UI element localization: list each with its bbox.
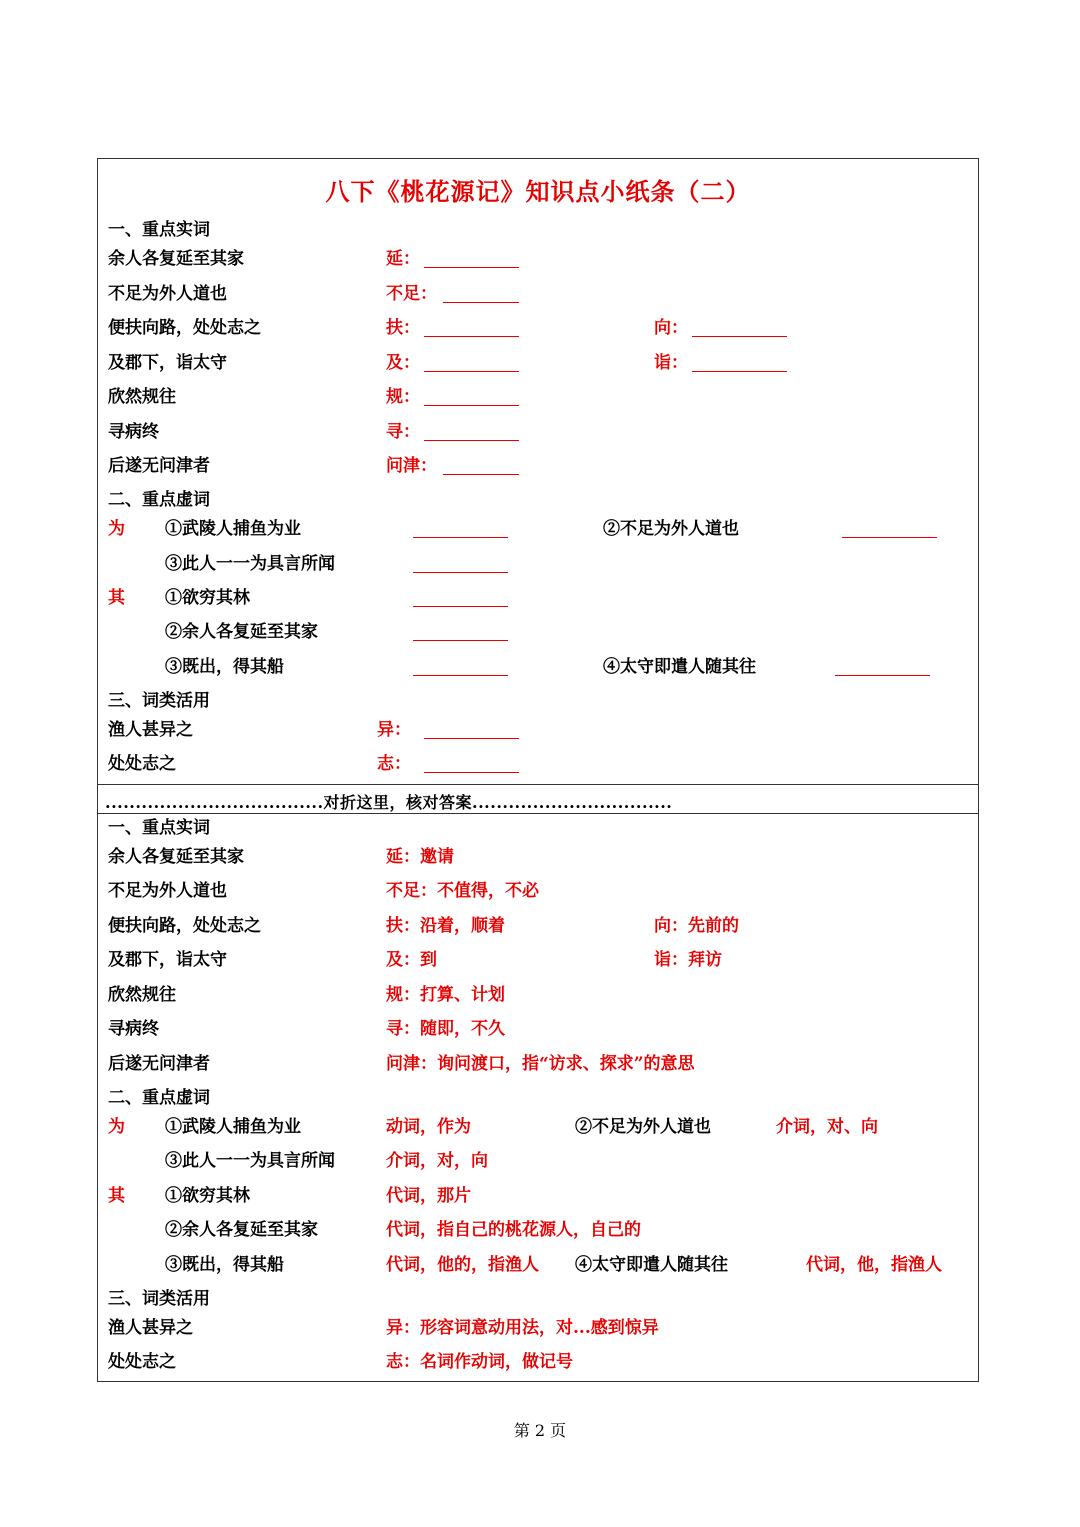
answer-sentence-3: 便扶向路，处处志之 (108, 916, 261, 936)
answer-sentence-7: 后遂无问津者 (108, 1054, 210, 1074)
fold-instruction: ....................................对折这里，核对答案................................. (105, 793, 673, 812)
answer-blank-5[interactable] (424, 405, 519, 406)
answer-blank-4b[interactable] (692, 371, 787, 372)
sentence-1: 余人各复延至其家 (108, 249, 244, 269)
answer-blank-wei-2[interactable] (842, 537, 937, 538)
answer-qi-example-1: ①欲穷其林 (165, 1186, 250, 1206)
answer-key-3b: 向：先前的 (654, 916, 739, 936)
answer-qi-3: 代词，他的，指渔人 (386, 1255, 539, 1275)
qi-example-2: ②余人各复延至其家 (165, 622, 318, 642)
answer-qi-1: 代词，那片 (386, 1186, 471, 1206)
answer-qi-example-2: ②余人各复延至其家 (165, 1220, 318, 1240)
answer-key-8: 异：形容词意动用法，对...感到惊异 (386, 1318, 659, 1338)
answer-function-word-wei: 为 (108, 1117, 125, 1137)
answer-sentence-5: 欣然规往 (108, 985, 176, 1005)
answer-qi-2: 代词，指自己的桃花源人，自己的 (386, 1220, 641, 1240)
answer-wei-3: 介词，对，向 (386, 1151, 488, 1171)
answer-blank-6[interactable] (424, 440, 519, 441)
sentence-9: 处处志之 (108, 754, 176, 774)
sentence-5: 欣然规往 (108, 387, 176, 407)
sentence-3: 便扶向路，处处志之 (108, 318, 261, 338)
key-9-label: 志： (377, 754, 411, 774)
wei-example-3: ③此人一一为具言所闻 (165, 554, 335, 574)
key-3a-label: 扶： (386, 318, 420, 338)
sentence-4: 及郡下，诣太守 (108, 353, 227, 373)
answer-sentence-8: 渔人甚异之 (108, 1318, 193, 1338)
answer-function-word-qi: 其 (108, 1186, 125, 1206)
function-word-qi: 其 (108, 588, 125, 608)
answer-key-1: 延：邀请 (386, 847, 454, 867)
answer-blank-qi-1[interactable] (413, 606, 508, 607)
sentence-2: 不足为外人道也 (108, 284, 227, 304)
wei-example-2: ②不足为外人道也 (603, 519, 739, 539)
answer-key-3a: 扶：沿着，顺着 (386, 916, 505, 936)
page-title: 八下《桃花源记》知识点小纸条（二） (325, 177, 751, 206)
answer-key-7: 问津：询问渡口，指“访求、探求”的意思 (386, 1054, 695, 1074)
answer-blank-qi-2[interactable] (413, 640, 508, 641)
fold-top-divider (97, 784, 979, 785)
answer-wei-2: 介词，对、向 (776, 1117, 878, 1137)
key-2-label: 不足： (386, 284, 437, 304)
answer-section-heading-function-words: 二、重点虚词 (108, 1088, 210, 1108)
key-3b-label: 向： (654, 318, 688, 338)
answer-section-heading-word-class: 三、词类活用 (108, 1289, 210, 1309)
answer-wei-example-1: ①武陵人捕鱼为业 (165, 1117, 301, 1137)
section-heading-word-class: 三、词类活用 (108, 691, 210, 711)
answer-wei-1: 动词，作为 (386, 1117, 471, 1137)
answer-key-6: 寻：随即，不久 (386, 1019, 505, 1039)
wei-example-1: ①武陵人捕鱼为业 (165, 519, 301, 539)
fold-bottom-divider (97, 813, 979, 814)
answer-sentence-9: 处处志之 (108, 1352, 176, 1372)
answer-key-4b: 诣：拜访 (654, 950, 722, 970)
answer-sentence-4: 及郡下，诣太守 (108, 950, 227, 970)
answer-blank-2[interactable] (443, 302, 519, 303)
key-1-label: 延： (386, 249, 420, 269)
answer-blank-3b[interactable] (692, 336, 787, 337)
answer-blank-3a[interactable] (424, 336, 519, 337)
answer-blank-8[interactable] (424, 738, 519, 739)
answer-blank-9[interactable] (424, 772, 519, 773)
key-5-label: 规： (386, 387, 420, 407)
sentence-8: 渔人甚异之 (108, 720, 193, 740)
answer-key-4a: 及：到 (386, 950, 437, 970)
key-6-label: 寻： (386, 422, 420, 442)
answer-wei-example-2: ②不足为外人道也 (575, 1117, 711, 1137)
answer-qi-4: 代词，他，指渔人 (806, 1255, 942, 1275)
sentence-7: 后遂无问津者 (108, 456, 210, 476)
qi-example-4: ④太守即遣人随其往 (603, 657, 756, 677)
answer-sentence-1: 余人各复延至其家 (108, 847, 244, 867)
answer-key-2: 不足：不值得，不必 (386, 881, 539, 901)
answer-blank-1[interactable] (424, 267, 519, 268)
section-heading-function-words: 二、重点虚词 (108, 490, 210, 510)
answer-blank-7[interactable] (443, 474, 519, 475)
answer-key-5: 规：打算、计划 (386, 985, 505, 1005)
answer-sentence-2: 不足为外人道也 (108, 881, 227, 901)
answer-section-heading-content-words: 一、重点实词 (108, 818, 210, 838)
answer-key-9: 志：名词作动词，做记号 (386, 1352, 573, 1372)
answer-blank-4a[interactable] (424, 371, 519, 372)
key-8-label: 异： (377, 720, 411, 740)
function-word-wei: 为 (108, 519, 125, 539)
answer-sentence-6: 寻病终 (108, 1019, 159, 1039)
answer-qi-example-4: ④太守即遣人随其往 (575, 1255, 728, 1275)
answer-blank-qi-4[interactable] (835, 675, 930, 676)
answer-wei-example-3: ③此人一一为具言所闻 (165, 1151, 335, 1171)
key-7-label: 问津： (386, 456, 437, 476)
qi-example-1: ①欲穷其林 (165, 588, 250, 608)
qi-example-3: ③既出，得其船 (165, 657, 284, 677)
answer-blank-qi-3[interactable] (413, 675, 508, 676)
sentence-6: 寻病终 (108, 422, 159, 442)
answer-blank-wei-3[interactable] (413, 572, 508, 573)
answer-qi-example-3: ③既出，得其船 (165, 1255, 284, 1275)
answer-blank-wei-1[interactable] (413, 537, 508, 538)
key-4a-label: 及： (386, 353, 420, 373)
key-4b-label: 诣： (654, 353, 688, 373)
section-heading-content-words: 一、重点实词 (108, 220, 210, 240)
page-number: 第 2 页 (513, 1421, 567, 1440)
